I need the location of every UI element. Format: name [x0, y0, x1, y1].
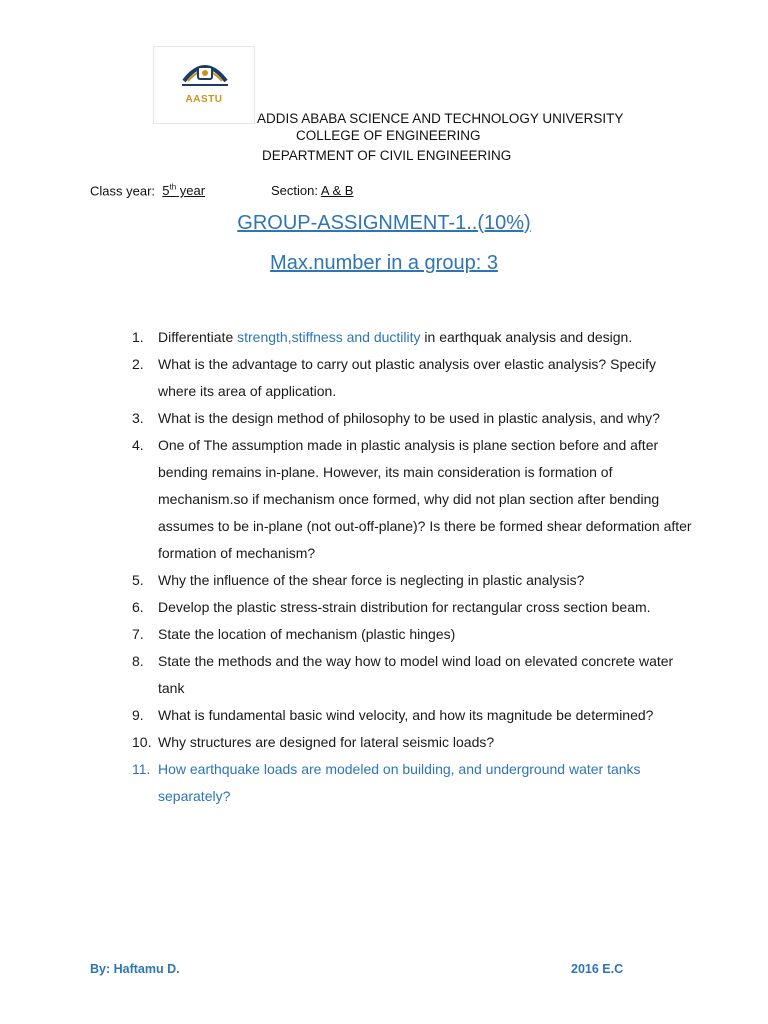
- college-name: COLLEGE OF ENGINEERING: [296, 128, 481, 143]
- list-item: 3. What is the design method of philosophy to be used in plastic analysis, and why?: [132, 410, 660, 426]
- question-list: [132, 324, 692, 810]
- assignment-title: GROUP-ASSIGNMENT-1..(10%): [237, 212, 531, 234]
- list-item: 2. What is the advantage to carry out plastic analysis over elastic analysis? Specify where its area of application.: [132, 356, 657, 399]
- group-size-title: Max.number in a group: 3: [270, 252, 498, 274]
- department-name: DEPARTMENT OF CIVIL ENGINEERING: [262, 148, 512, 163]
- university-logo: [153, 46, 255, 124]
- year: 2016 E.C: [571, 962, 624, 976]
- list-item: 10. Why structures are designed for lateral seismic loads?: [132, 734, 495, 750]
- university-name: ADDIS ABABA SCIENCE AND TECHNOLOGY UNIVERSITY: [257, 111, 624, 126]
- list-item: 8. State the methods and the way how to model wind load on elevated concrete water tank: [132, 653, 674, 696]
- class-year-label: Class year:: [90, 183, 156, 199]
- list-item: 7. State the location of mechanism (plastic hinges): [132, 626, 456, 642]
- list-item: 5. Why the influence of the shear force is neglecting in plastic analysis?: [132, 572, 585, 588]
- list-item: 11. How earthquake loads are modeled on building, and underground water tanks separately?: [132, 761, 641, 804]
- class-year-value: 5th year: [162, 183, 206, 199]
- logo-text: AASTU: [185, 94, 223, 105]
- class-year: [90, 183, 205, 198]
- list-item: 1. Differentiate strength,stiffness and ductility in earthquak analysis and design.: [132, 329, 633, 345]
- section-value: A & B: [320, 183, 354, 198]
- list-item: 4. One of The assumption made in plastic analysis is plane section before and after bending remains in-plane. However, its main consideration is formation of mechanism.so if mechanism once formed, why did not plan section after bending assumes to be in-plane (not out-off-plane)? Is there be formed shear deformation after formation of mechanism?: [132, 437, 692, 561]
- highlighted-terms: strength,stiffness and ductility: [237, 329, 421, 345]
- section-label: Section:: [271, 183, 318, 198]
- list-item: 9. What is fundamental basic wind velocity, and how its magnitude be determined?: [132, 707, 654, 723]
- section: [271, 183, 353, 198]
- list-item: 6. Develop the plastic stress-strain distribution for rectangular cross section beam.: [132, 599, 651, 615]
- author: By: Haftamu D.: [90, 962, 180, 976]
- aastu-emblem-icon: [174, 59, 236, 95]
